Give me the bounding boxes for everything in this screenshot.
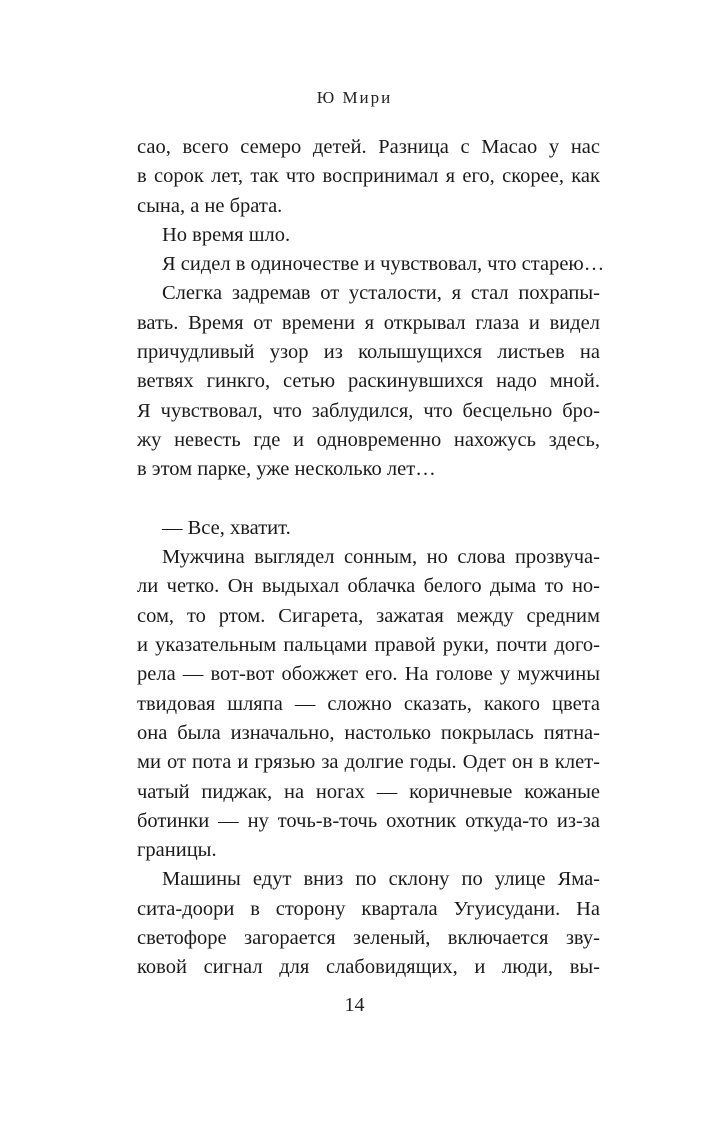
text-line: ковой сигнал для слабовидящих, и люди, вы-: [137, 956, 600, 979]
text-line: в этом парке, уже несколько лет…: [137, 458, 436, 481]
text-line: ли четко. Он выдыхал облачка белого дыма то но-: [137, 575, 600, 598]
text-line: твидовая шляпа — сложно сказать, какого цвета: [137, 692, 600, 715]
text-line: Машины едут вниз по склону по улице Яма-: [162, 868, 600, 891]
paragraph: [137, 865, 600, 982]
text-line: жу невесть где и одновременно нахожусь здесь,: [137, 428, 600, 451]
text-line: сом, то ртом. Сигарета, зажатая между средним: [137, 604, 600, 627]
text-line: границы.: [137, 839, 217, 862]
text-line: ми от пота и грязью за долгие годы. Одет он в клет-: [137, 751, 600, 774]
text-line: и указательным пальцами правой руки, почти дого-: [137, 634, 600, 657]
page-number: 14: [344, 994, 365, 1016]
text-line: рела — вот-вот обожжет его. На голове у мужчины: [137, 663, 600, 686]
scene-break: [137, 485, 600, 514]
body-text: [137, 133, 605, 983]
text-line: — Все, хватит.: [162, 516, 291, 539]
paragraph: [137, 543, 600, 865]
text-line: ботинки — ну точь-в-точь охотник откуда-то из-за: [137, 809, 600, 832]
running-header: Ю Мири: [316, 88, 393, 107]
text-line: Я сидел в одиночестве и чувствовал, что старею…: [162, 253, 605, 276]
text-line: ветвях гинкго, сетью раскинувшихся надо мной.: [137, 370, 600, 393]
paragraph: [137, 221, 600, 250]
text-line: Я чувствовал, что заблудился, что бесцельно бро-: [137, 399, 600, 422]
paragraph: [137, 279, 600, 484]
text-line: она была изначально, настолько покрылась пятна-: [137, 721, 600, 744]
text-line: сына, а не брата.: [137, 194, 283, 217]
paragraph: [137, 133, 600, 221]
text-line: в сорок лет, так что воспринимал я его, скорее, как: [137, 165, 600, 188]
text-line: Слегка задремав от усталости, я стал похрапы-: [162, 282, 600, 305]
text-line: вать. Время от времени я открывал глаза и видел: [137, 311, 600, 334]
text-line: светофоре загорается зеленый, включается зву-: [137, 927, 600, 950]
paragraph: [137, 250, 605, 279]
text-line: чатый пиджак, на ногах — коричневые кожаные: [137, 780, 600, 803]
text-line: Но время шло.: [162, 223, 291, 246]
paragraph: [137, 514, 600, 543]
text-line: Мужчина выглядел сонным, но слова прозвуча-: [162, 546, 600, 569]
text-line: сао, всего семеро детей. Разница с Масао у нас: [137, 136, 600, 158]
text-line: причудливый узор из колышущихся листьев на: [137, 341, 600, 364]
text-line: сита-доори в сторону квартала Угуисудани. На: [137, 897, 600, 920]
